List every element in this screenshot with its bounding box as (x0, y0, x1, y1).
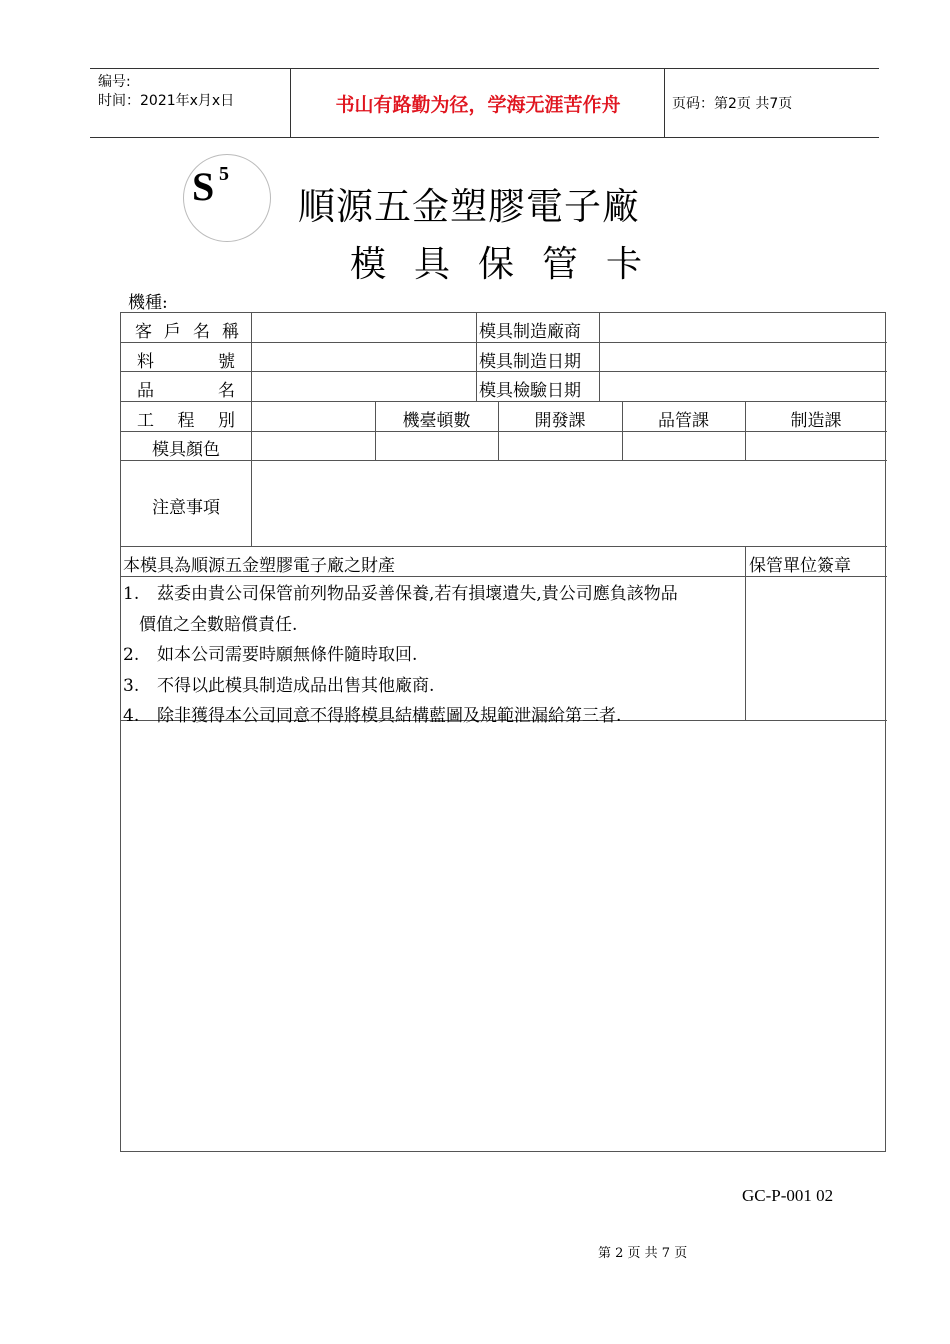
page-footer: 第 2 页 共 7 页 (598, 1246, 688, 1261)
label-char: 名 (193, 322, 210, 342)
document-header (90, 68, 879, 138)
term-number: 1. (123, 584, 140, 604)
mold-color-label: 模具顏色 (152, 440, 220, 460)
notice-label: 注意事項 (152, 498, 220, 518)
mold-custody-form (120, 312, 886, 1152)
card-title: 模具保管卡 (350, 244, 671, 285)
list-item (123, 640, 745, 671)
serial-label: 编号: (98, 74, 131, 90)
header-divider (664, 69, 665, 137)
label-char: 料 (137, 352, 154, 372)
label-char: 工 (137, 411, 154, 431)
tonnage-label: 機臺頓數 (402, 411, 471, 431)
product-name-label (137, 376, 235, 401)
col-line (599, 313, 600, 401)
label-char: 名 (218, 381, 235, 401)
list-item (123, 671, 745, 702)
term-number: 2. (123, 645, 140, 665)
col-line (251, 313, 252, 546)
row-line (121, 546, 887, 547)
process-label (137, 406, 235, 431)
logo-letter: S (192, 164, 215, 209)
customer-name-label (135, 317, 239, 342)
row-line (121, 460, 887, 461)
header-divider (290, 69, 291, 137)
header-motto: 书山有路勤为径，学海无涯苦作舟 (335, 93, 621, 116)
mold-maker-label: 模具制造廠商 (479, 322, 581, 342)
header-page-info: 页码：第2页 共7页 (672, 96, 793, 112)
time-label: 时间：2021年x月x日 (98, 93, 235, 109)
term-text: 不得以此模具制造成品出售其他廠商. (157, 675, 435, 696)
term-continuation: 價值之全數賠償責任. (139, 614, 298, 635)
part-no-label (137, 347, 235, 372)
mold-inspect-label: 模具檢驗日期 (479, 381, 581, 401)
qc-dept-label: 品管課 (658, 411, 709, 431)
col-line (745, 546, 746, 720)
mfg-dept-label: 制造課 (790, 411, 842, 431)
row-line (121, 431, 887, 432)
dev-dept-label: 開發課 (534, 411, 586, 431)
mold-date-label: 模具制造日期 (479, 352, 581, 372)
document-code: GC-P-001 02 (742, 1186, 834, 1205)
label-char: 品 (137, 381, 154, 401)
term-number: 4. (123, 706, 140, 726)
label-char: 程 (177, 411, 195, 431)
terms-list (123, 579, 745, 732)
col-line (476, 313, 477, 401)
custody-sign-label: 保管單位簽章 (749, 556, 851, 576)
row-line (121, 342, 887, 343)
label-char: 戶 (164, 322, 181, 342)
company-logo (183, 154, 271, 242)
term-text: 除非獲得本公司同意不得將模具結構藍圖及規範泄漏給第三者. (157, 706, 622, 726)
property-statement: 本模具為順源五金塑膠電子廠之財產 (123, 556, 395, 576)
model-label: 機種: (128, 293, 168, 313)
label-char: 號 (218, 352, 235, 372)
label-char: 稱 (222, 322, 239, 342)
list-item (123, 579, 745, 610)
logo-superscript: 5 (219, 163, 229, 185)
row-line (121, 401, 887, 402)
term-text: 茲委由貴公司保管前列物品妥善保養,若有損壞遺失,貴公司應負該物品 (157, 584, 678, 604)
term-number: 3. (123, 675, 140, 696)
label-char: 客 (135, 322, 152, 342)
term-text: 如本公司需要時願無條件隨時取回. (157, 645, 418, 665)
company-name: 順源五金塑膠電子廠 (298, 185, 640, 228)
row-line (121, 576, 887, 577)
header-meta (98, 73, 234, 111)
label-char: 別 (218, 411, 235, 431)
list-item (123, 701, 745, 732)
